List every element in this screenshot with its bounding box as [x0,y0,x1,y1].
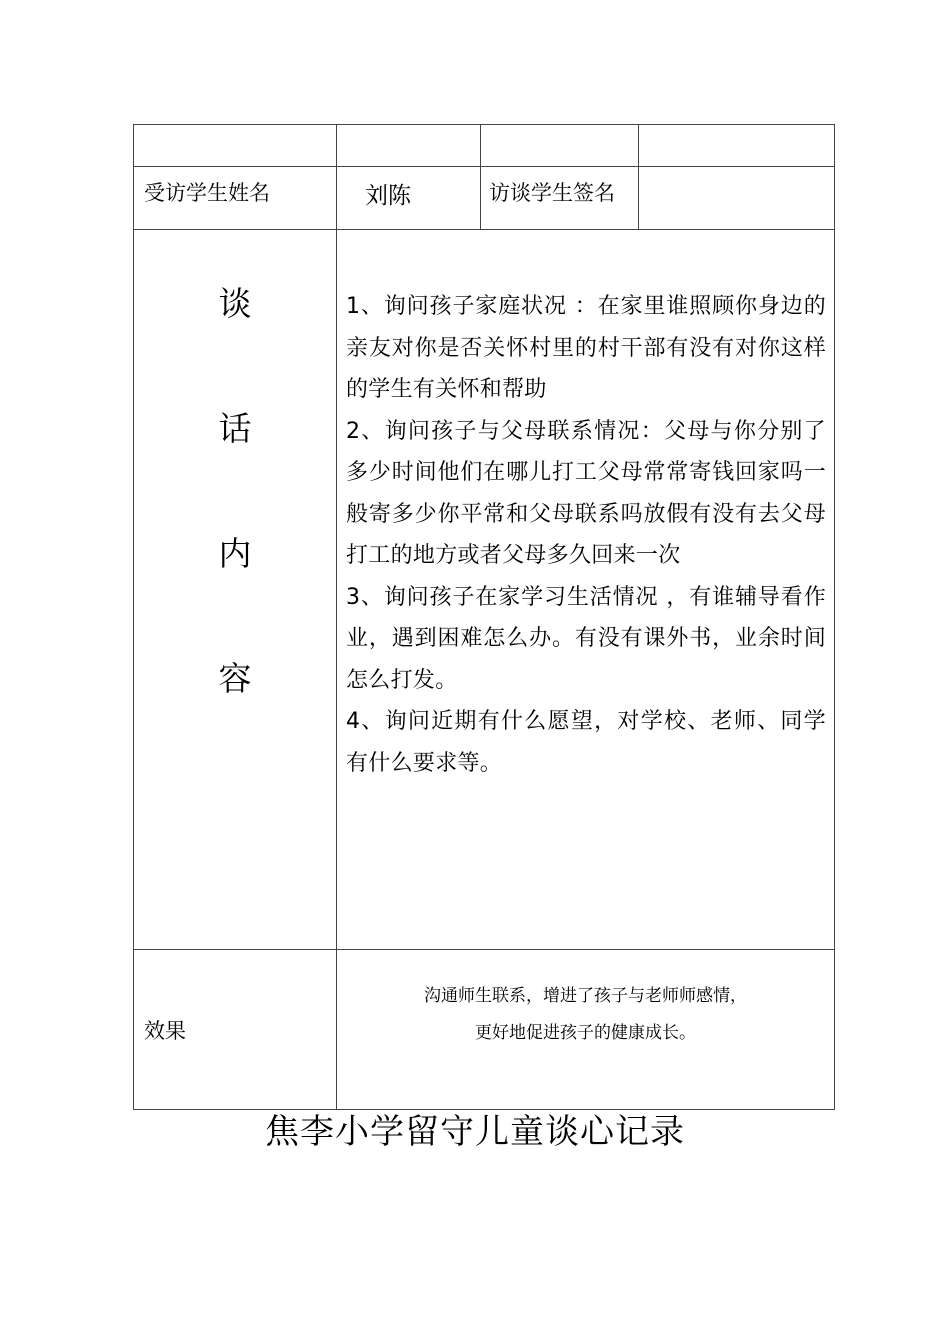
content-body-cell [337,230,835,950]
signature-label: 访谈学生签名 [489,181,615,205]
effect-label-cell [134,950,337,1110]
student-name-value: 刘陈 [365,183,411,209]
content-label-char: 话 [218,409,252,448]
student-name-label-cell [134,167,337,230]
content-item-wishes: 4、询问近期有什么愿望，对学校、老师、同学有什么要求等。 [346,709,826,776]
student-info-row [134,167,835,230]
effect-line: 更好地促进孩子的健康成长。 [475,1023,696,1043]
effect-label: 效果 [144,1018,186,1043]
blank-cell [481,125,639,167]
content-label-char: 谈 [218,284,252,323]
effect-row [134,950,835,1110]
blank-header-row [134,125,835,167]
blank-cell [337,125,481,167]
content-item-family: 1、询问孩子家庭状况 ：在家里谁照顾你身边的亲友对你是否关怀村里的村干部有没有对你这样的学生有关怀和帮助 [346,294,826,402]
content-item-parents: 2、询问孩子与父母联系情况：父母与你分别了多少时间他们在哪儿打工父母常常寄钱回家吗一般寄多少你平常和父母联系吗放假有没有去父母打工的地方或者父母多久回来一次 [346,418,826,568]
effect-line: 沟通师生联系，增进了孩子与老师师感情， [424,986,747,1006]
document-title: 焦李小学留守儿童谈心记录 [265,1112,685,1152]
content-item-study: 3、询问孩子在家学习生活情况 ，有谁辅导看作业，遇到困难怎么办。有没有课外书，业余时间怎么打发。 [346,584,826,693]
content-label-vertical [134,279,336,779]
blank-cell [639,125,835,167]
content-label-char: 容 [218,659,252,698]
signature-field [639,167,835,230]
conversation-content-row [134,230,835,950]
signature-label-cell [481,167,639,230]
effect-body-cell [337,950,835,1110]
student-name-label: 受访学生姓名 [144,181,270,205]
record-form-table [133,124,835,1110]
student-name-cell [337,167,481,230]
blank-cell [134,125,337,167]
content-label-char: 内 [218,534,252,573]
content-label-cell [134,230,337,950]
